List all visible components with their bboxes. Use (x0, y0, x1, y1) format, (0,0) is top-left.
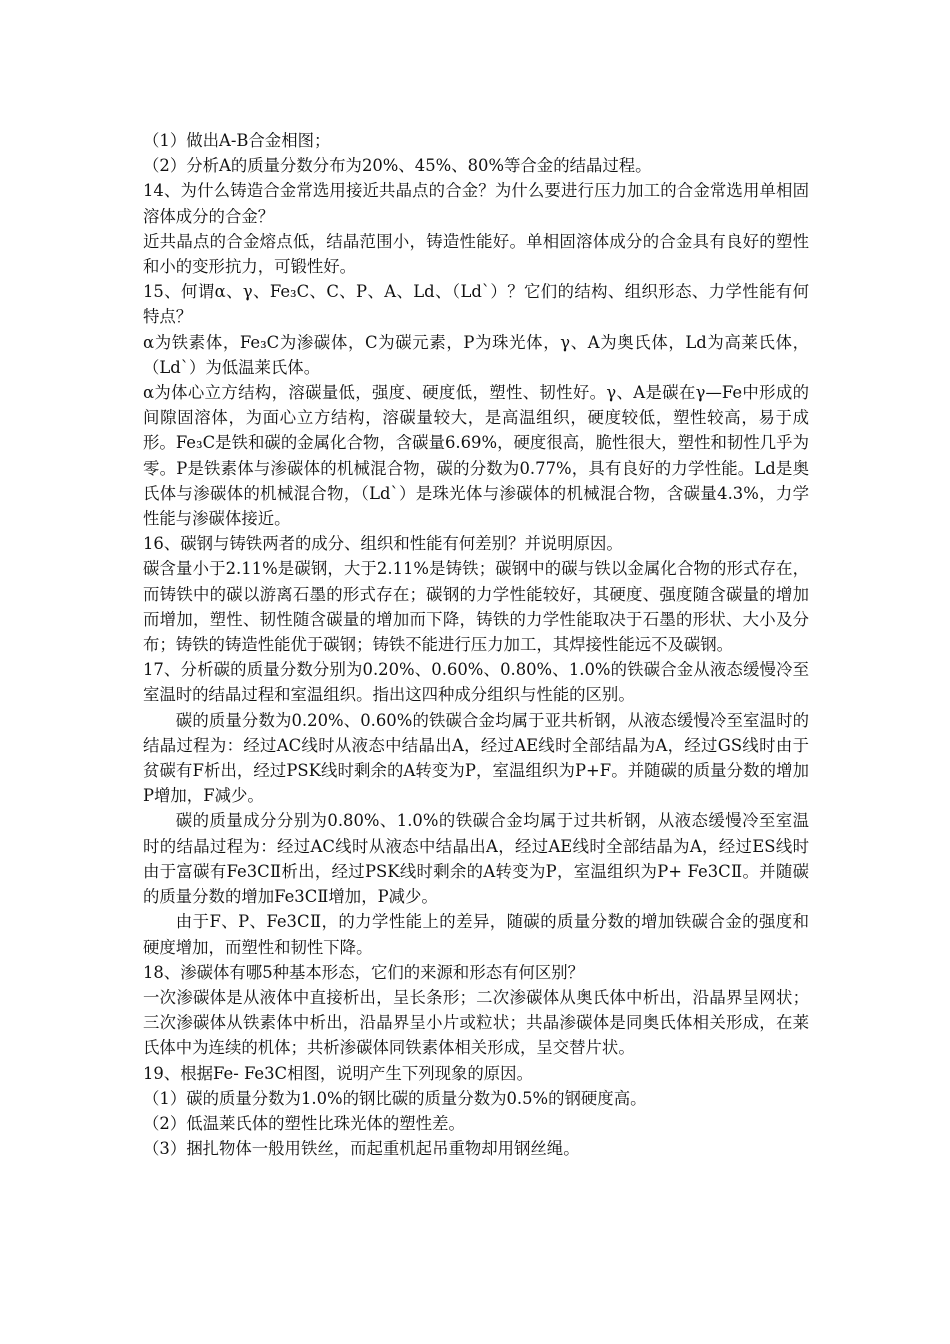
answer-15-definitions: α为铁素体，Fe₃C为渗碳体，C为碳元素，P为珠光体，γ、A为奥氏体，Ld为高莱氏体，（Ld`）为低温莱氏体。 (143, 332, 809, 377)
document-page (143, 128, 809, 1161)
sub-question-19-1: （1）碳的质量分数为1.0%的钢比碳的质量分数为0.5%的钢硬度高。 (143, 1088, 647, 1108)
answer-17-hypereutectoid: 碳的质量成分分别为0.80%、1.0%的铁碳合金均属于过共析钢，从液态缓慢冷至室温时的结晶过程为：经过AC线时从液态中结晶出A，经过AE线时全部结晶为A，经过ES线时由于富碳有Fe3CⅡ析出，经过PSK线时剩余的A转变为P，室温组织为P+ Fe3CⅡ。并随碳的质量分数的增加Fe3CⅡ增加，P减少。 (143, 811, 809, 907)
question-18: 18、渗碳体有哪5种基本形态，它们的来源和形态有何区别？ (143, 962, 585, 982)
question-14: 14、为什么铸造合金常选用接近共晶点的合金？为什么要进行压力加工的合金常选用单相固溶体成分的合金？ (143, 181, 809, 226)
question-15: 15、何谓α、γ、Fe₃C、C、P、A、Ld、（Ld`）？它们的结构、组织形态、力学性能有何特点？ (143, 282, 809, 327)
answer-15-properties: α为体心立方结构，溶碳量低，强度、硬度低，塑性、韧性好。γ、A是碳在γ—Fe中形成的间隙固溶体，为面心立方结构，溶碳量较大，是高温组织，硬度较低，塑性较高，易于成形。Fe₃C是铁和碳的金属化合物，含碳量6.69%，硬度很高，脆性很大，塑性和韧性几乎为零。P是铁素体与渗碳体的机械混合物，碳的分数为0.77%，具有良好的力学性能。Ld是奥氏体与渗碳体的机械混合物，（Ld`）是珠光体与渗碳体的机械混合物，含碳量4.3%，力学性能与渗碳体接近。 (143, 383, 809, 529)
sub-question-13-2: （2）分析A的质量分数分布为20%、45%、80%等合金的结晶过程。 (143, 156, 652, 176)
answer-17-hypoeutectoid: 碳的质量分数为0.20%、0.60%的铁碳合金均属于亚共析钢，从液态缓慢冷至室温时的结晶过程为：经过AC线时从液态中结晶出A，经过AE线时全部结晶为A，经过GS线时由于贫碳有F析出，经过PSK线时剩余的A转变为P，室温组织为P+F。并随碳的质量分数的增加P增加，F减少。 (143, 710, 809, 806)
sub-question-19-3: （3）捆扎物体一般用铁丝，而起重机起吊重物却用钢丝绳。 (143, 1139, 580, 1159)
answer-18: 一次渗碳体是从液体中直接析出，呈长条形；二次渗碳体从奥氏体中析出，沿晶界呈网状；三次渗碳体从铁素体中析出，沿晶界呈小片或粒状；共晶渗碳体是同奥氏体相关形成，在莱氏体中为连续的机体；共析渗碳体同铁素体相关形成，呈交替片状。 (143, 987, 809, 1058)
sub-question-19-2: （2）低温莱氏体的塑性比珠光体的塑性差。 (143, 1113, 465, 1133)
answer-16: 碳含量小于2.11%是碳钢，大于2.11%是铸铁；碳钢中的碳与铁以金属化合物的形式存在，而铸铁中的碳以游离石墨的形式存在；碳钢的力学性能较好，其硬度、强度随含碳量的增加而增加，塑性、韧性随含碳量的增加而下降，铸铁的力学性能取决于石墨的形状、大小及分布；铸铁的铸造性能优于碳钢；铸铁不能进行压力加工，其焊接性能远不及碳钢。 (143, 559, 809, 655)
sub-question-13-1: （1）做出A-B合金相图； (143, 131, 331, 150)
question-17: 17、分析碳的质量分数分别为0.20%、0.60%、0.80%、1.0%的铁碳合金从液态缓慢冷至室温时的结晶过程和室温组织。指出这四种成分组织与性能的区别。 (143, 660, 809, 705)
answer-17-summary: 由于F、P、Fe3CⅡ，的力学性能上的差异，随碳的质量分数的增加铁碳合金的强度和硬度增加，而塑性和韧性下降。 (143, 912, 809, 957)
answer-14: 近共晶点的合金熔点低，结晶范围小，铸造性能好。单相固溶体成分的合金具有良好的塑性和小的变形抗力，可锻性好。 (143, 231, 809, 277)
question-16: 16、碳钢与铸铁两者的成分、组织和性能有何差别？并说明原因。 (143, 534, 623, 554)
question-19: 19、根据Fe- Fe3C相图，说明产生下列现象的原因。 (143, 1063, 533, 1083)
